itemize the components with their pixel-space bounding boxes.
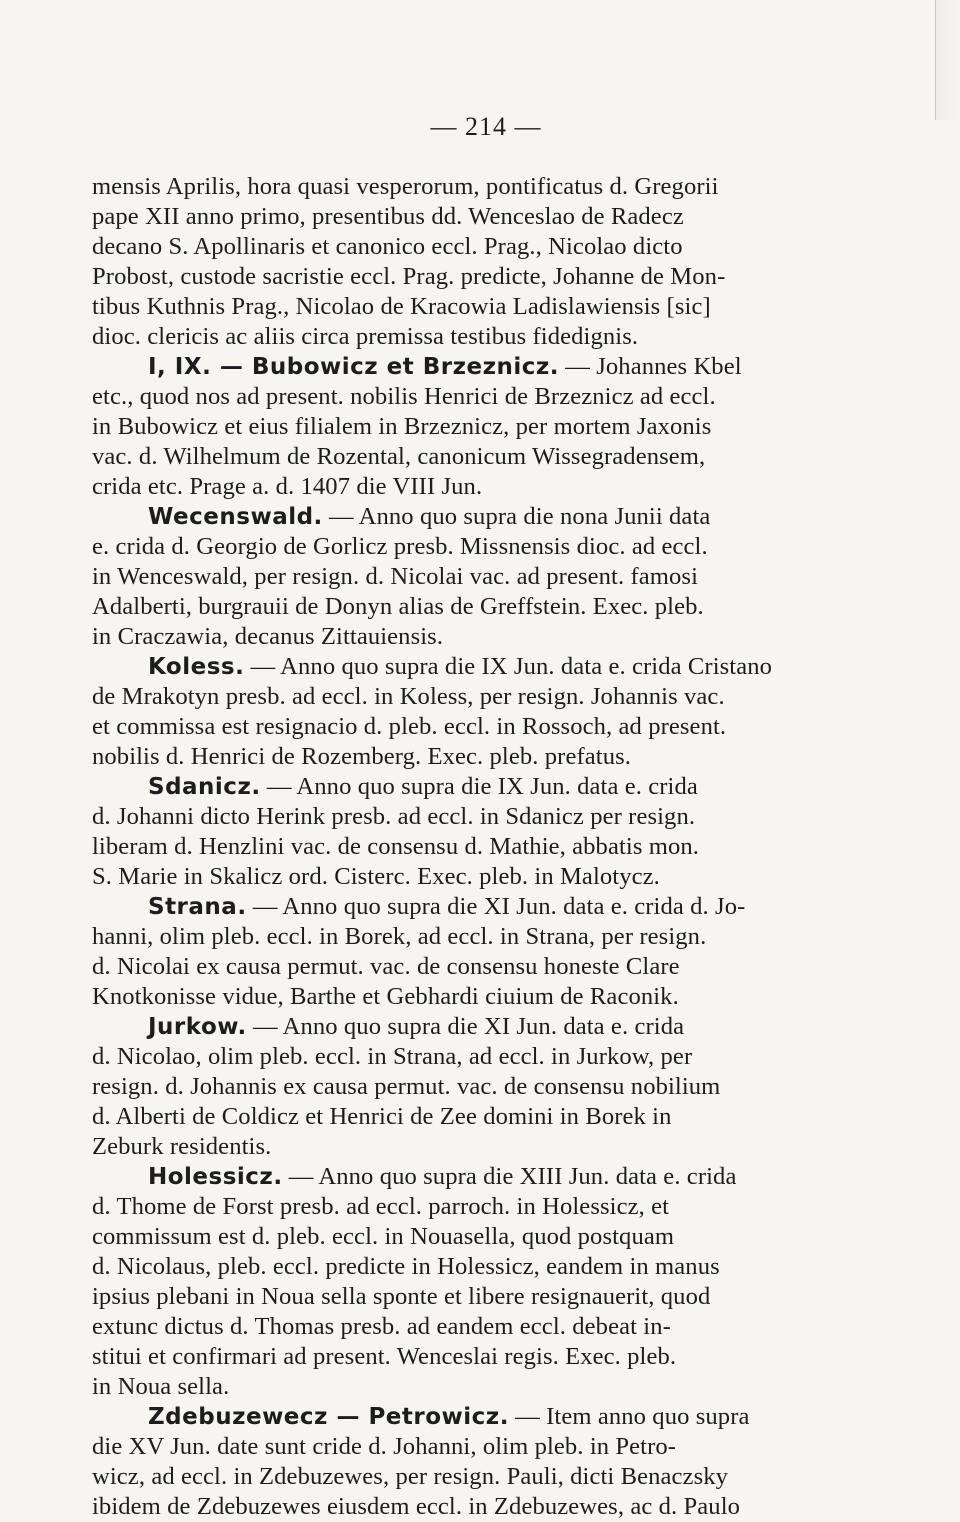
text-line: d. Johanni dicto Herink presb. ad eccl. in Sdanicz per resign. xyxy=(92,803,696,830)
entry-first-line xyxy=(92,352,840,382)
entry-text: — Anno quo supra die nona Junii data xyxy=(322,503,711,530)
page-edge-shadow xyxy=(935,0,960,120)
page-text xyxy=(92,172,840,1522)
entry-heading: Holessicz. xyxy=(148,1164,283,1190)
entry-first-line xyxy=(92,1402,840,1432)
text-line: ibidem de Zdebuzewes eiusdem eccl. in Zdebuzewes, ac d. Paulo xyxy=(92,1493,741,1520)
entry-text: — Anno quo supra die IX Jun. data e. crida xyxy=(260,773,698,800)
text-line: in Noua sella. xyxy=(92,1373,230,1400)
entry-heading: Sdanicz. xyxy=(148,774,261,800)
text-line: mensis Aprilis, hora quasi vesperorum, pontificatus d. Gregorii xyxy=(92,173,719,200)
page-number: — 214 — xyxy=(430,112,542,141)
text-line: vac. d. Wilhelmum de Rozental, canonicum Wissegradensem, xyxy=(92,443,706,470)
text-line: d. Thome de Forst presb. ad eccl. parroch. in Holessicz, et xyxy=(92,1193,670,1220)
entry-first-line xyxy=(92,1162,840,1192)
text-line: nobilis d. Henrici de Rozemberg. Exec. pleb. prefatus. xyxy=(92,743,632,770)
text-line: ipsius plebani in Noua sella sponte et libere resignauerit, quod xyxy=(92,1283,711,1310)
text-line: commissum est d. pleb. eccl. in Nouasella, quod postquam xyxy=(92,1223,675,1250)
text-line: resign. d. Johannis ex causa permut. vac. de consensu nobilium xyxy=(92,1073,721,1100)
entry-text: — Anno quo supra die IX Jun. data e. crida Cristano xyxy=(244,653,773,680)
text-line: in Craczawia, decanus Zittauiensis. xyxy=(92,623,444,650)
text-line: Zeburk residentis. xyxy=(92,1133,272,1160)
entry-text: — Anno quo supra die XI Jun. data e. crida d. Jo- xyxy=(246,893,746,920)
text-line: d. Nicolai ex causa permut. vac. de consensu honeste Clare xyxy=(92,953,680,980)
text-line: e. crida d. Georgio de Gorlicz presb. Missnensis dioc. ad eccl. xyxy=(92,533,708,560)
entry-first-line xyxy=(92,1012,840,1042)
entry-heading: Zdebuzewecz — Petrowicz. xyxy=(148,1404,509,1430)
entry-first-line xyxy=(92,772,840,802)
entry-heading: Strana. xyxy=(148,894,247,920)
text-line: tibus Kuthnis Prag., Nicolao de Kracowia Ladislawiensis [sic] xyxy=(92,293,711,320)
text-line: in Bubowicz et eius filialem in Brzeznicz, per mortem Jaxonis xyxy=(92,413,712,440)
text-line: wicz, ad eccl. in Zdebuzewes, per resign. Pauli, dicti Benaczsky xyxy=(92,1463,729,1490)
text-line: etc., quod nos ad present. nobilis Henrici de Brzeznicz ad eccl. xyxy=(92,383,716,410)
entry-text: — Anno quo supra die XI Jun. data e. crida xyxy=(246,1013,685,1040)
text-line: stitui et confirmari ad present. Wenceslai regis. Exec. pleb. xyxy=(92,1343,677,1370)
text-line: Adalberti, burgrauii de Donyn alias de Greffstein. Exec. pleb. xyxy=(92,593,704,620)
text-line: d. Nicolaus, pleb. eccl. predicte in Holessicz, eandem in manus xyxy=(92,1253,720,1280)
text-line: die XV Jun. date sunt cride d. Johanni, olim pleb. in Petro- xyxy=(92,1433,677,1460)
entry-first-line xyxy=(92,502,840,532)
text-line: et commissa est resignacio d. pleb. eccl. in Rossoch, ad present. xyxy=(92,713,727,740)
text-line: de Mrakotyn presb. ad eccl. in Koless, per resign. Johannis vac. xyxy=(92,683,725,710)
text-line: d. Nicolao, olim pleb. eccl. in Strana, ad eccl. in Jurkow, per xyxy=(92,1043,693,1070)
entry-first-line xyxy=(92,892,840,922)
entry-text: — Anno quo supra die XIII Jun. data e. crida xyxy=(282,1163,737,1190)
book-page xyxy=(92,112,840,1522)
entry-heading: I, IX. — Bubowicz et Brzeznicz. xyxy=(148,354,560,380)
entry-text: — Item anno quo supra xyxy=(508,1403,750,1430)
text-line: pape XII anno primo, presentibus dd. Wenceslao de Radecz xyxy=(92,203,684,230)
text-line: crida etc. Prage a. d. 1407 die VIII Jun. xyxy=(92,473,483,500)
text-line: d. Alberti de Coldicz et Henrici de Zee domini in Borek in xyxy=(92,1103,672,1130)
entry-heading: Wecenswald. xyxy=(148,504,323,530)
text-line: S. Marie in Skalicz ord. Cisterc. Exec. pleb. in Malotycz. xyxy=(92,863,660,890)
entry-first-line xyxy=(92,652,840,682)
text-line: dioc. clericis ac aliis circa premissa testibus fidedignis. xyxy=(92,323,639,350)
text-line: liberam d. Henzlini vac. de consensu d. Mathie, abbatis mon. xyxy=(92,833,700,860)
text-line: Knotkonisse vidue, Barthe et Gebhardi ciuium de Raconik. xyxy=(92,983,679,1010)
text-line: decano S. Apollinaris et canonico eccl. Prag., Nicolao dicto xyxy=(92,233,683,260)
text-line: Probost, custode sacristie eccl. Prag. predicte, Johanne de Mon- xyxy=(92,263,726,290)
text-line: hanni, olim pleb. eccl. in Borek, ad eccl. in Strana, per resign. xyxy=(92,923,707,950)
text-line: in Wenceswald, per resign. d. Nicolai vac. ad present. famosi xyxy=(92,563,699,590)
entry-heading: Koless. xyxy=(148,654,245,680)
text-line: extunc dictus d. Thomas presb. ad eandem eccl. debeat in- xyxy=(92,1313,671,1340)
entry-text: — Johannes Kbel xyxy=(559,353,742,380)
entry-heading: Jurkow. xyxy=(148,1014,247,1040)
